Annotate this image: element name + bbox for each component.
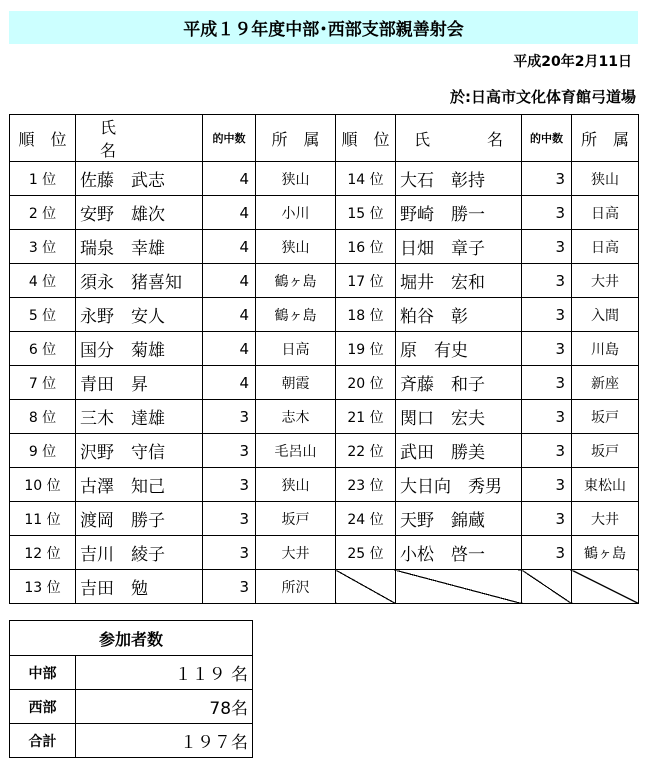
result-name: 須永 猪喜知 [76,264,203,298]
result-club: 鶴ヶ島 [256,264,336,298]
participants-label: 西部 [10,690,76,724]
result-club: 狭山 [256,468,336,502]
participants-count: １１９ 名 [76,656,253,690]
result-hits: 3 [203,536,256,570]
result-hits: 3 [203,400,256,434]
header-row [10,115,639,162]
result-name: 永野 安人 [76,298,203,332]
result-hits: 4 [203,162,256,196]
result-club: 坂戸 [256,502,336,536]
result-club: 大井 [256,536,336,570]
header-rank: 順 位 [336,115,396,162]
header-club: 所 属 [572,115,639,162]
result-hits: 4 [203,366,256,400]
result-club: 狭山 [256,162,336,196]
participants-label: 中部 [10,656,76,690]
result-rank: 3 位 [10,230,76,264]
result-club: 坂戸 [572,400,639,434]
result-club: 川島 [572,332,639,366]
result-club: 毛呂山 [256,434,336,468]
result-name: 大日向 秀男 [396,468,522,502]
result-hits: 3 [522,230,572,264]
participants-table [9,620,253,758]
result-hits: 3 [522,468,572,502]
table-row [10,400,639,434]
participants-title: 参加者数 [10,621,253,656]
result-hits: 4 [203,332,256,366]
header-hits: 的中数 [522,115,572,162]
table-row [10,196,639,230]
table-row [10,536,639,570]
result-name: 天野 錦蔵 [396,502,522,536]
result-club: 入間 [572,298,639,332]
result-rank: 4 位 [10,264,76,298]
result-hits: 4 [203,230,256,264]
result-club: 東松山 [572,468,639,502]
result-name: 粕谷 彰 [396,298,522,332]
result-name: 日畑 章子 [396,230,522,264]
result-club: 狭山 [572,162,639,196]
header-club: 所 属 [256,115,336,162]
event-date: 平成20年2月11日 [513,54,632,70]
participants-row [10,656,253,690]
result-rank: 2 位 [10,196,76,230]
result-hits: 3 [203,434,256,468]
event-venue: 於:日高市文化体育館弓道場 [450,88,636,106]
result-club: 新座 [572,366,639,400]
result-hits: 3 [522,196,572,230]
result-hits: 4 [203,298,256,332]
result-rank: 21 位 [336,400,396,434]
results-body [10,162,639,604]
result-rank: 1 位 [10,162,76,196]
result-club: 大井 [572,264,639,298]
header-hits: 的中数 [203,115,256,162]
result-rank: 10 位 [10,468,76,502]
result-club: 狭山 [256,230,336,264]
result-hits: 3 [203,502,256,536]
table-row [10,230,639,264]
result-club: 大井 [572,502,639,536]
result-rank: 25 位 [336,536,396,570]
result-club: 日高 [572,196,639,230]
participants-label: 合計 [10,724,76,758]
result-rank: 8 位 [10,400,76,434]
result-name: 吉田 勉 [76,570,203,604]
result-hits: 3 [522,162,572,196]
result-name: 安野 雄次 [76,196,203,230]
result-name: 青田 昇 [76,366,203,400]
result-name: 三木 達雄 [76,400,203,434]
result-hits: 3 [203,570,256,604]
results-table [9,114,639,604]
table-row [10,298,639,332]
table-row [10,162,639,196]
result-club: 坂戸 [572,434,639,468]
result-club: 日高 [572,230,639,264]
result-club: 所沢 [256,570,336,604]
result-club: 日高 [256,332,336,366]
result-name: 渡岡 勝子 [76,502,203,536]
result-name: 古澤 知己 [76,468,203,502]
header-rank: 順 位 [10,115,76,162]
result-rank: 5 位 [10,298,76,332]
table-row [10,366,639,400]
empty-cell [522,570,572,604]
participants-row [10,690,253,724]
title-banner [9,11,638,44]
result-rank: 18 位 [336,298,396,332]
participants-row [10,724,253,758]
result-hits: 3 [522,366,572,400]
table-row [10,502,639,536]
table-row [10,264,639,298]
result-rank: 12 位 [10,536,76,570]
table-row [10,434,639,468]
result-rank: 19 位 [336,332,396,366]
result-name: 小松 啓一 [396,536,522,570]
result-name: 佐藤 武志 [76,162,203,196]
result-rank: 13 位 [10,570,76,604]
participants-count: １９７名 [76,724,253,758]
result-club: 小川 [256,196,336,230]
empty-cell [336,570,396,604]
page-title: 平成１９年度中部･西部支部親善射会 [183,20,464,40]
result-club: 鶴ヶ島 [256,298,336,332]
result-name: 堀井 宏和 [396,264,522,298]
result-rank: 22 位 [336,434,396,468]
result-rank: 14 位 [336,162,396,196]
result-name: 大石 彰持 [396,162,522,196]
result-hits: 3 [522,332,572,366]
result-rank: 15 位 [336,196,396,230]
result-hits: 3 [522,434,572,468]
empty-cell [572,570,639,604]
result-name: 武田 勝美 [396,434,522,468]
result-club: 鶴ヶ島 [572,536,639,570]
result-name: 沢野 守信 [76,434,203,468]
table-row [10,332,639,366]
header-name: 氏 名 [76,115,203,162]
result-name: 関口 宏夫 [396,400,522,434]
result-name: 斉藤 和子 [396,366,522,400]
table-row [10,570,639,604]
table-row [10,468,639,502]
result-club: 志木 [256,400,336,434]
result-hits: 3 [522,400,572,434]
participants-count: 78名 [76,690,253,724]
header-name: 氏 名 [396,115,522,162]
result-name: 原 有史 [396,332,522,366]
result-hits: 3 [522,502,572,536]
result-rank: 20 位 [336,366,396,400]
result-rank: 6 位 [10,332,76,366]
result-club: 朝霞 [256,366,336,400]
result-hits: 4 [203,264,256,298]
result-rank: 7 位 [10,366,76,400]
result-name: 瑞泉 幸雄 [76,230,203,264]
result-rank: 17 位 [336,264,396,298]
result-rank: 11 位 [10,502,76,536]
result-hits: 3 [522,536,572,570]
result-rank: 23 位 [336,468,396,502]
result-rank: 24 位 [336,502,396,536]
result-hits: 3 [522,298,572,332]
result-rank: 16 位 [336,230,396,264]
result-rank: 9 位 [10,434,76,468]
result-hits: 3 [522,264,572,298]
result-hits: 3 [203,468,256,502]
result-name: 吉川 綾子 [76,536,203,570]
result-hits: 4 [203,196,256,230]
empty-cell [396,570,522,604]
result-name: 国分 菊雄 [76,332,203,366]
result-name: 野崎 勝一 [396,196,522,230]
